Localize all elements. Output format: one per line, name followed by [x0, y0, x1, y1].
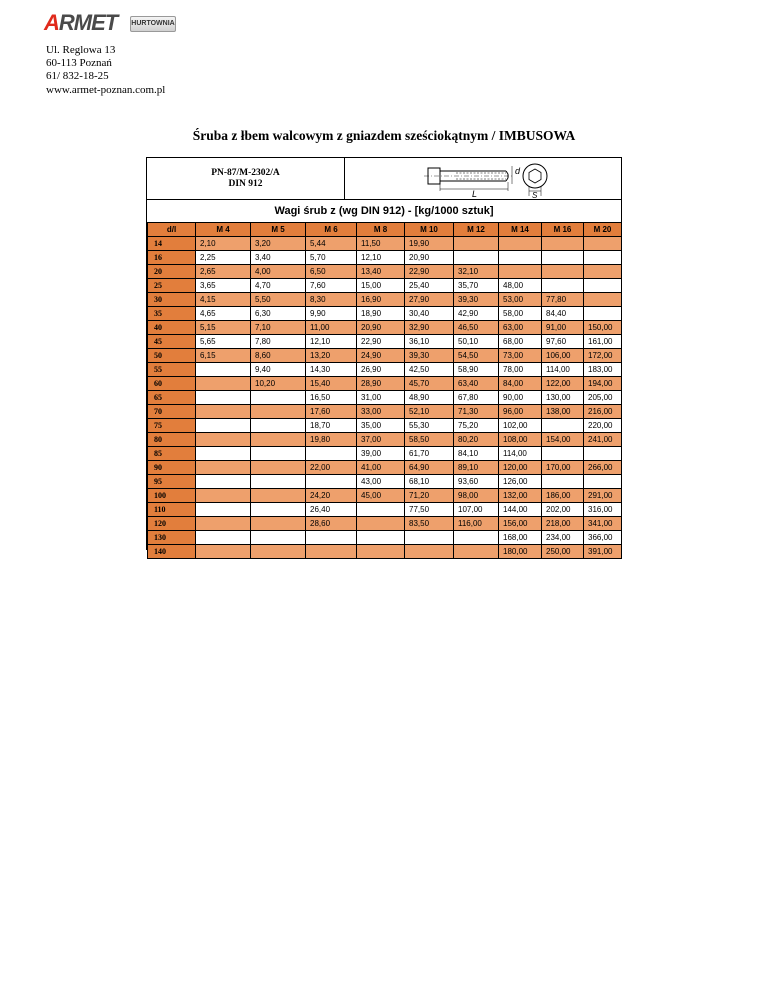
weight-cell: 183,00 — [584, 363, 622, 377]
logo-badge: HURTOWNIA — [130, 16, 176, 32]
weight-cell: 96,00 — [499, 405, 542, 419]
weight-cell: 168,00 — [499, 531, 542, 545]
weight-cell: 24,90 — [357, 349, 405, 363]
weight-cell: 45,70 — [405, 377, 454, 391]
weight-cell — [542, 237, 584, 251]
weight-cell — [196, 475, 251, 489]
diameter-label: d — [515, 166, 521, 176]
weight-cell: 35,00 — [357, 419, 405, 433]
weight-cell: 341,00 — [584, 517, 622, 531]
document-title: Śruba z łbem walcowym z gniazdem sześciokątnym / IMBUSOWA — [192, 128, 576, 143]
weight-cell: 35,70 — [454, 279, 499, 293]
column-header-dl: d/l — [148, 223, 196, 237]
weight-cell — [542, 419, 584, 433]
weight-cell: 8,60 — [251, 349, 306, 363]
table-row — [148, 461, 622, 475]
weight-cell: 75,20 — [454, 419, 499, 433]
table-row — [148, 321, 622, 335]
weight-cell — [542, 251, 584, 265]
weight-cell: 48,00 — [499, 279, 542, 293]
weight-cell — [251, 475, 306, 489]
weight-cell: 97,60 — [542, 335, 584, 349]
weight-cell: 18,70 — [306, 419, 357, 433]
address-website: www.armet-poznan.com.pl — [46, 83, 166, 96]
weight-cell: 132,00 — [499, 489, 542, 503]
weight-cell: 130,00 — [542, 391, 584, 405]
weight-cell: 41,00 — [357, 461, 405, 475]
weight-cell — [584, 237, 622, 251]
row-length-label: 14 — [148, 237, 196, 251]
weights-table — [147, 222, 622, 559]
weight-cell: 202,00 — [542, 503, 584, 517]
weight-cell — [251, 447, 306, 461]
weight-cell: 6,50 — [306, 265, 357, 279]
weight-cell: 52,10 — [405, 405, 454, 419]
weight-cell: 58,90 — [454, 363, 499, 377]
table-row — [148, 489, 622, 503]
weight-cell: 114,00 — [499, 447, 542, 461]
weight-cell: 108,00 — [499, 433, 542, 447]
weight-cell: 13,40 — [357, 265, 405, 279]
weight-cell: 250,00 — [542, 545, 584, 559]
weight-cell: 20,90 — [357, 321, 405, 335]
standard-din: DIN 912 — [228, 179, 263, 189]
armet-logo — [44, 10, 176, 36]
weight-cell: 2,65 — [196, 265, 251, 279]
weight-cell: 55,30 — [405, 419, 454, 433]
weight-cell: 144,00 — [499, 503, 542, 517]
weight-cell: 5,44 — [306, 237, 357, 251]
weight-cell: 84,40 — [542, 307, 584, 321]
weight-cell — [251, 489, 306, 503]
weight-cell: 218,00 — [542, 517, 584, 531]
row-length-label: 16 — [148, 251, 196, 265]
weight-cell: 2,25 — [196, 251, 251, 265]
weight-cell: 25,40 — [405, 279, 454, 293]
length-label: L — [472, 189, 478, 199]
row-length-label: 30 — [148, 293, 196, 307]
weight-cell: 170,00 — [542, 461, 584, 475]
row-length-label: 100 — [148, 489, 196, 503]
weight-cell — [196, 545, 251, 559]
weight-cell: 15,00 — [357, 279, 405, 293]
weight-cell: 107,00 — [454, 503, 499, 517]
weight-cell: 3,40 — [251, 251, 306, 265]
weight-cell: 14,30 — [306, 363, 357, 377]
weight-cell: 7,60 — [306, 279, 357, 293]
weight-cell — [251, 461, 306, 475]
weight-cell: 32,90 — [405, 321, 454, 335]
weight-cell: 266,00 — [584, 461, 622, 475]
weight-cell — [542, 447, 584, 461]
weight-cell: 26,90 — [357, 363, 405, 377]
weight-cell: 42,90 — [454, 307, 499, 321]
weight-cell: 28,90 — [357, 377, 405, 391]
weight-cell: 114,00 — [542, 363, 584, 377]
weight-cell: 42,50 — [405, 363, 454, 377]
weight-cell: 78,00 — [499, 363, 542, 377]
weight-cell: 39,00 — [357, 447, 405, 461]
weight-cell: 46,50 — [454, 321, 499, 335]
weight-cell: 116,00 — [454, 517, 499, 531]
table-row — [148, 503, 622, 517]
weight-cell: 83,50 — [405, 517, 454, 531]
weight-cell — [454, 531, 499, 545]
row-length-label: 85 — [148, 447, 196, 461]
table-row — [148, 405, 622, 419]
weight-cell: 5,50 — [251, 293, 306, 307]
table-row — [148, 391, 622, 405]
weight-cell: 161,00 — [584, 335, 622, 349]
spec-header — [147, 158, 621, 200]
row-length-label: 75 — [148, 419, 196, 433]
weight-cell: 93,60 — [454, 475, 499, 489]
weight-cell: 15,40 — [306, 377, 357, 391]
weight-cell: 150,00 — [584, 321, 622, 335]
weight-cell — [251, 517, 306, 531]
weight-cell — [357, 517, 405, 531]
weight-cell: 68,10 — [405, 475, 454, 489]
weight-cell: 10,20 — [251, 377, 306, 391]
weight-cell — [196, 531, 251, 545]
weight-cell: 106,00 — [542, 349, 584, 363]
weight-cell: 194,00 — [584, 377, 622, 391]
weight-cell: 77,50 — [405, 503, 454, 517]
weight-cell: 43,00 — [357, 475, 405, 489]
weights-table-title: Wagi śrub z (wg DIN 912) - [kg/1000 sztuk] — [147, 200, 621, 223]
standard-block — [147, 158, 345, 199]
weight-cell: 54,50 — [454, 349, 499, 363]
weight-cell — [196, 433, 251, 447]
weight-cell — [306, 475, 357, 489]
weight-cell: 11,00 — [306, 321, 357, 335]
table-row — [148, 377, 622, 391]
row-length-label: 110 — [148, 503, 196, 517]
weight-cell — [454, 251, 499, 265]
weight-cell: 31,00 — [357, 391, 405, 405]
weight-cell: 4,70 — [251, 279, 306, 293]
weight-cell — [357, 545, 405, 559]
address-street: Ul. Reglowa 13 — [46, 44, 116, 56]
weight-cell — [499, 265, 542, 279]
row-length-label: 60 — [148, 377, 196, 391]
row-length-label: 20 — [148, 265, 196, 279]
weight-cell: 138,00 — [542, 405, 584, 419]
weight-cell: 63,00 — [499, 321, 542, 335]
weight-cell — [542, 475, 584, 489]
weight-cell: 19,80 — [306, 433, 357, 447]
weight-cell: 30,40 — [405, 307, 454, 321]
column-header: M 10 — [405, 223, 454, 237]
weight-cell: 12,10 — [357, 251, 405, 265]
weight-cell: 27,90 — [405, 293, 454, 307]
weight-cell: 3,65 — [196, 279, 251, 293]
weight-cell: 24,20 — [306, 489, 357, 503]
weight-cell — [251, 391, 306, 405]
address-city: 60-113 Poznań — [46, 57, 112, 70]
column-header: M 16 — [542, 223, 584, 237]
weight-cell: 4,00 — [251, 265, 306, 279]
weight-cell: 122,00 — [542, 377, 584, 391]
standard-pn: PN-87/M-2302/A — [211, 168, 280, 178]
weight-cell: 5,70 — [306, 251, 357, 265]
weight-cell: 77,80 — [542, 293, 584, 307]
row-length-label: 70 — [148, 405, 196, 419]
weight-cell: 366,00 — [584, 531, 622, 545]
weight-cell — [454, 545, 499, 559]
weight-cell: 98,00 — [454, 489, 499, 503]
weight-cell: 234,00 — [542, 531, 584, 545]
weight-cell: 186,00 — [542, 489, 584, 503]
weight-cell — [542, 279, 584, 293]
table-row — [148, 265, 622, 279]
column-header: M 12 — [454, 223, 499, 237]
weight-cell — [251, 531, 306, 545]
row-length-label: 55 — [148, 363, 196, 377]
row-length-label: 95 — [148, 475, 196, 489]
row-length-label: 130 — [148, 531, 196, 545]
row-length-label: 25 — [148, 279, 196, 293]
weight-cell: 84,00 — [499, 377, 542, 391]
weight-cell: 89,10 — [454, 461, 499, 475]
table-row — [148, 237, 622, 251]
weight-cell: 64,90 — [405, 461, 454, 475]
weight-cell: 18,90 — [357, 307, 405, 321]
weight-cell: 33,00 — [357, 405, 405, 419]
weight-cell: 58,00 — [499, 307, 542, 321]
weight-cell — [584, 447, 622, 461]
weight-cell: 68,00 — [499, 335, 542, 349]
row-length-label: 35 — [148, 307, 196, 321]
table-row — [148, 447, 622, 461]
weight-cell: 291,00 — [584, 489, 622, 503]
table-row — [148, 251, 622, 265]
weight-cell: 71,20 — [405, 489, 454, 503]
weight-cell: 22,90 — [405, 265, 454, 279]
weight-cell: 241,00 — [584, 433, 622, 447]
weight-cell — [542, 265, 584, 279]
weight-cell: 12,10 — [306, 335, 357, 349]
weight-cell: 67,80 — [454, 391, 499, 405]
weight-cell — [251, 419, 306, 433]
weight-cell — [251, 545, 306, 559]
weight-cell: 48,90 — [405, 391, 454, 405]
column-header: M 4 — [196, 223, 251, 237]
weight-cell: 120,00 — [499, 461, 542, 475]
table-row — [148, 335, 622, 349]
weight-cell: 45,00 — [357, 489, 405, 503]
column-header: M 8 — [357, 223, 405, 237]
weight-cell: 6,30 — [251, 307, 306, 321]
weight-cell — [196, 461, 251, 475]
weight-cell — [251, 503, 306, 517]
weight-cell: 80,20 — [454, 433, 499, 447]
weight-cell: 11,50 — [357, 237, 405, 251]
weight-cell: 172,00 — [584, 349, 622, 363]
weight-cell: 53,00 — [499, 293, 542, 307]
weight-cell — [499, 237, 542, 251]
weight-cell: 7,80 — [251, 335, 306, 349]
weight-cell: 16,90 — [357, 293, 405, 307]
weight-cell: 22,00 — [306, 461, 357, 475]
weight-cell: 22,90 — [357, 335, 405, 349]
weight-cell: 6,15 — [196, 349, 251, 363]
table-row — [148, 433, 622, 447]
weight-cell: 2,10 — [196, 237, 251, 251]
weight-cell: 20,90 — [405, 251, 454, 265]
weight-cell — [584, 279, 622, 293]
weight-cell — [196, 489, 251, 503]
weight-cell: 7,10 — [251, 321, 306, 335]
weight-cell: 19,90 — [405, 237, 454, 251]
weight-cell — [196, 377, 251, 391]
column-header: M 6 — [306, 223, 357, 237]
weight-cell: 205,00 — [584, 391, 622, 405]
weight-cell: 391,00 — [584, 545, 622, 559]
weight-cell: 154,00 — [542, 433, 584, 447]
weight-cell — [584, 475, 622, 489]
weight-cell: 156,00 — [499, 517, 542, 531]
weight-cell: 91,00 — [542, 321, 584, 335]
weight-cell — [196, 419, 251, 433]
table-header-row — [148, 223, 622, 237]
weight-cell: 8,30 — [306, 293, 357, 307]
weight-cell: 180,00 — [499, 545, 542, 559]
weight-cell — [196, 405, 251, 419]
weight-cell: 3,20 — [251, 237, 306, 251]
logo-wordmark: ARMET — [44, 10, 118, 35]
column-header: M 20 — [584, 223, 622, 237]
weight-cell — [499, 251, 542, 265]
weight-cell: 71,30 — [454, 405, 499, 419]
weight-cell — [357, 503, 405, 517]
weight-cell: 316,00 — [584, 503, 622, 517]
weight-cell: 32,10 — [454, 265, 499, 279]
weight-cell: 4,65 — [196, 307, 251, 321]
weight-cell — [454, 237, 499, 251]
table-row — [148, 307, 622, 321]
table-row — [148, 349, 622, 363]
weight-cell: 4,15 — [196, 293, 251, 307]
column-header: M 5 — [251, 223, 306, 237]
weight-cell: 9,90 — [306, 307, 357, 321]
weight-cell: 39,30 — [405, 349, 454, 363]
weight-cell — [584, 251, 622, 265]
weight-cell: 216,00 — [584, 405, 622, 419]
weight-cell: 9,40 — [251, 363, 306, 377]
row-length-label: 40 — [148, 321, 196, 335]
weight-cell: 220,00 — [584, 419, 622, 433]
column-header: M 14 — [499, 223, 542, 237]
weight-cell: 37,00 — [357, 433, 405, 447]
spec-table-frame — [146, 157, 622, 556]
table-row — [148, 279, 622, 293]
weight-cell — [584, 293, 622, 307]
weight-cell — [405, 545, 454, 559]
table-row — [148, 293, 622, 307]
row-length-label: 140 — [148, 545, 196, 559]
weight-cell: 73,00 — [499, 349, 542, 363]
weight-cell — [251, 405, 306, 419]
weight-cell: 5,15 — [196, 321, 251, 335]
row-length-label: 90 — [148, 461, 196, 475]
weight-cell — [306, 545, 357, 559]
weight-cell — [196, 517, 251, 531]
table-row — [148, 419, 622, 433]
weight-cell: 36,10 — [405, 335, 454, 349]
company-address — [46, 44, 165, 97]
table-row — [148, 475, 622, 489]
weight-cell — [196, 363, 251, 377]
weight-cell: 102,00 — [499, 419, 542, 433]
weight-cell — [584, 265, 622, 279]
weight-cell: 84,10 — [454, 447, 499, 461]
weight-cell: 13,20 — [306, 349, 357, 363]
weight-cell: 28,60 — [306, 517, 357, 531]
row-length-label: 120 — [148, 517, 196, 531]
weight-cell: 26,40 — [306, 503, 357, 517]
weight-cell — [251, 433, 306, 447]
weight-cell: 58,50 — [405, 433, 454, 447]
weight-cell — [405, 531, 454, 545]
table-body — [148, 237, 622, 559]
row-length-label: 65 — [148, 391, 196, 405]
table-row — [148, 517, 622, 531]
weight-cell — [306, 531, 357, 545]
weight-cell — [196, 503, 251, 517]
weight-cell: 16,50 — [306, 391, 357, 405]
weight-cell: 61,70 — [405, 447, 454, 461]
weight-cell: 90,00 — [499, 391, 542, 405]
weight-cell — [306, 447, 357, 461]
weight-cell: 126,00 — [499, 475, 542, 489]
row-length-label: 80 — [148, 433, 196, 447]
row-length-label: 45 — [148, 335, 196, 349]
weight-cell — [584, 307, 622, 321]
weight-cell: 17,60 — [306, 405, 357, 419]
table-row — [148, 545, 622, 559]
weight-cell: 63,40 — [454, 377, 499, 391]
weight-cell — [196, 391, 251, 405]
address-phone: 61/ 832-18-25 — [46, 70, 109, 83]
socket-size-label: S — [532, 191, 538, 199]
weight-cell — [357, 531, 405, 545]
screw-drawing — [346, 158, 621, 199]
table-row — [148, 531, 622, 545]
weight-cell: 50,10 — [454, 335, 499, 349]
weight-cell: 5,65 — [196, 335, 251, 349]
weight-cell: 39,30 — [454, 293, 499, 307]
table-row — [148, 363, 622, 377]
screw-drawing-icon — [346, 158, 621, 199]
weight-cell — [196, 447, 251, 461]
row-length-label: 50 — [148, 349, 196, 363]
